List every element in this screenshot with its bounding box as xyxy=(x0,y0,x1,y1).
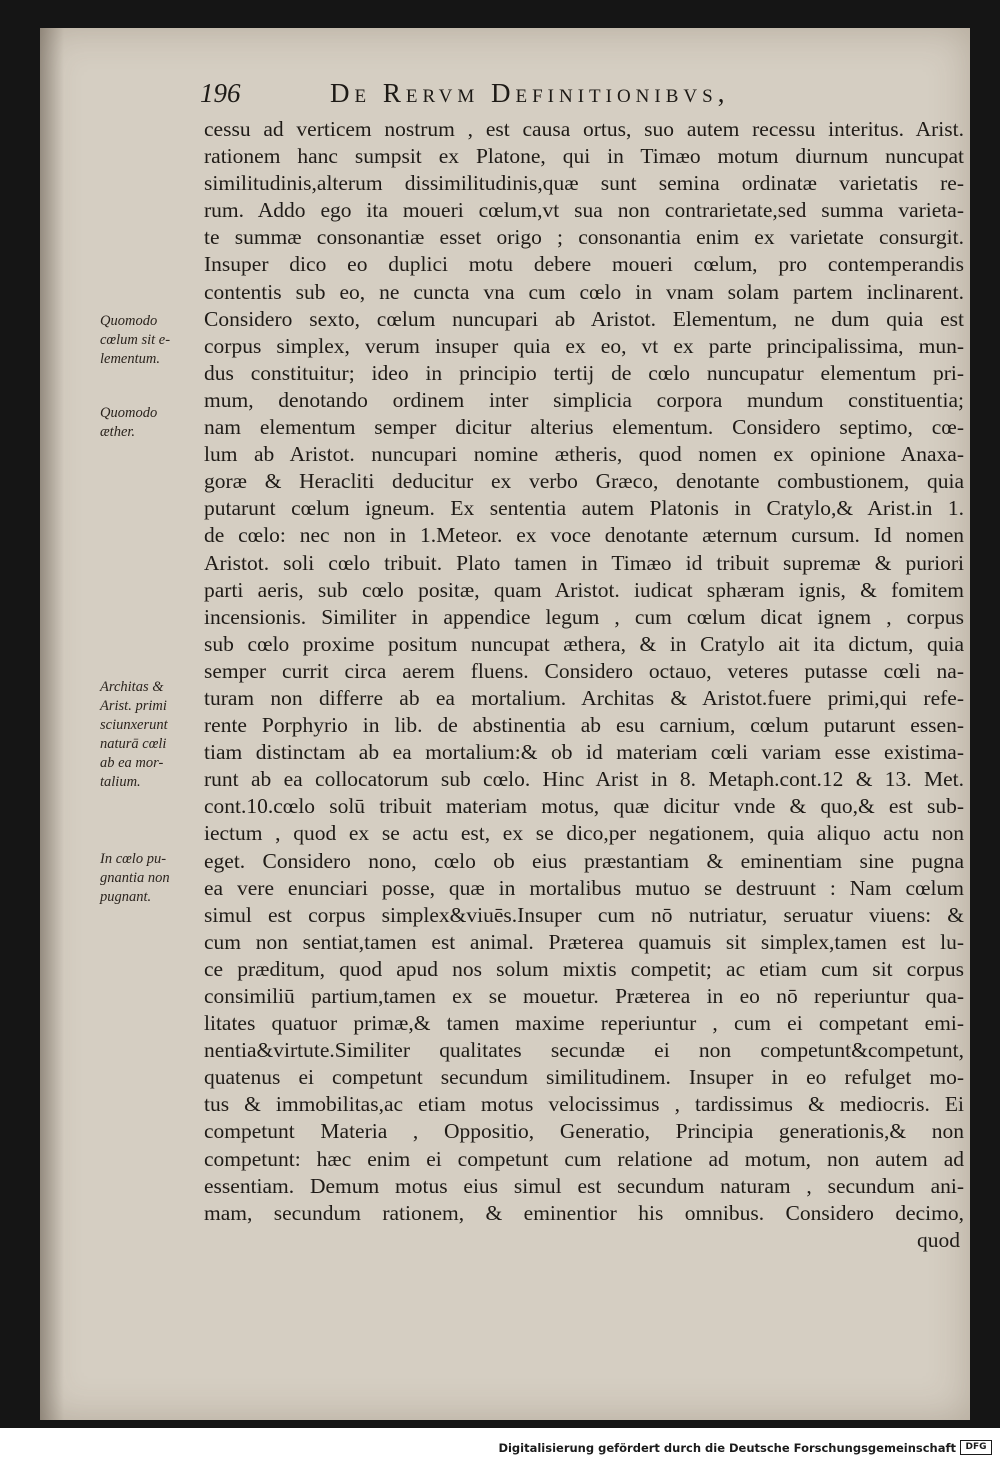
text-line: tiam distinctam ab ea mortalium:& ob id materiam cœli variam esse existima- xyxy=(204,740,964,765)
text-line: tus & immobilitas,ac etiam motus velocissimus , tardissimus & mediocris. Ei xyxy=(204,1092,964,1117)
note-line: pugnant. xyxy=(100,889,152,905)
text-line: competunt Materia , Oppositio, Generatio, Principia generationis,& non xyxy=(204,1119,964,1144)
note-line: ab ea mor- xyxy=(100,755,164,771)
text-line: rationem hanc sumpsit ex Platone, qui in Timæo motum diurnum nuncupat xyxy=(204,144,964,169)
text-line: Aristot. soli cœlo tribuit. Plato tamen in Timæo id tribuit supremæ & puriori xyxy=(204,550,964,575)
page-number: 196 xyxy=(200,78,241,108)
text-line: similitudinis,alterum dissimilitudinis,quæ sunt semina ordinatæ varietatis re- xyxy=(204,171,964,196)
text-line: cum non sentiat,tamen est animal. Præterea quamuis sit simplex,tamen est lu- xyxy=(204,929,964,954)
text-line: sub cœlo proxime positum nuncupat æthera, & in Cratylo ait ita dictum, quia xyxy=(204,631,964,656)
text-line: quatenus ei competunt secundum similitudinem. Insuper in eo refulget mo- xyxy=(204,1065,964,1090)
text-line: contentis sub eo, ne cuncta vna cum cœlo in vnam solam partem inclinarent. xyxy=(204,279,964,304)
text-line: lum ab Aristot. nuncupari nomine ætheris, quod nomen ex opinione Anaxa- xyxy=(204,442,964,467)
text-line: eget. Considero nono, cœlo ob eius præstantiam & eminentiam sine pugna xyxy=(204,848,964,873)
text-line: Insuper dico eo duplici motu debere moueri cœlum, pro contemperandis xyxy=(204,252,964,277)
catchword: quod xyxy=(917,1227,960,1252)
note-line: naturā cœli xyxy=(100,736,167,752)
marginal-note-pugnantia xyxy=(100,850,208,907)
text-line: semper currit circa aerem fluens. Considero octauo, veteres putasse cœli na- xyxy=(204,658,964,683)
text-line: nentia&virtute.Similiter qualitates secundæ ei non competunt&competunt, xyxy=(204,1038,964,1063)
marginal-note-architas xyxy=(100,678,208,792)
text-line: runt ab ea collocatorum sub cœlo. Hinc Arist in 8. Metaph.cont.12 & 13. Met. xyxy=(204,767,964,792)
text-line: incensionis. Similiter in appendice legum , cum cœlum dicat ignem , corpus xyxy=(204,604,964,629)
text-line: simul est corpus simplex&viuēs.Insuper cum nō nutriatur, seruatur viuens: & xyxy=(204,902,964,927)
text-line: mam, secundum rationem, & eminentior his omnibus. Considero decimo, xyxy=(204,1200,964,1225)
running-head: De Rervm Definitionibvs, xyxy=(330,78,730,108)
text-line: dus constituitur; ideo in principio tertij de cœlo nuncupatur elementum pri- xyxy=(204,360,964,385)
text-line: goræ & Heracliti deducitur ex verbo Græco, denotante combustionem, quia xyxy=(204,469,964,494)
note-line: Quomodo xyxy=(100,405,158,421)
text-line: turam non differre ab ea mortalium. Architas & Aristot.fuere primi,qui refe- xyxy=(204,685,964,710)
marginal-note-aether xyxy=(100,404,208,442)
main-text-block xyxy=(204,116,964,1254)
text-line: litates quatuor primæ,& tamen maxime reperiuntur , cum ei competant emi- xyxy=(204,1011,964,1036)
text-line: ea vere enunciari posse, quæ in mortalibus mutuo se destruunt : Nam cœlum xyxy=(204,875,964,900)
text-line: Considero sexto, cœlum nuncupari ab Aristot. Elementum, ne dum quia est xyxy=(204,306,964,331)
note-line: gnantia non xyxy=(100,870,170,886)
text-line: corpus simplex, verum insuper quia ex eo, vt ex parte principalissima, mun- xyxy=(204,333,964,358)
marginal-note-elementum xyxy=(100,312,208,369)
note-line: In cœlo pu- xyxy=(100,851,167,867)
note-line: cœlum sit e- xyxy=(100,332,171,348)
text-line: ce præditum, quod apud nos solum mixtis competit; ac etiam cum sit corpus xyxy=(204,956,964,981)
text-line: cessu ad verticem nostrum , est causa ortus, suo autem recessu interitus. Arist. xyxy=(204,117,964,141)
note-line: Quomodo xyxy=(100,313,158,329)
note-line: lementum. xyxy=(100,351,160,367)
text-line: iectum , quod ex se actu est, ex se dico,per negationem, quia aliquo actu non xyxy=(204,821,964,846)
text-line: putarunt cœlum igneum. Ex sententia autem Platonis in Cratylo,& Arist.in 1. xyxy=(204,496,964,521)
footer-credit: Digitalisierung gefördert durch die Deutsche Forschungsgemeinschaft xyxy=(498,1441,956,1455)
text-line: parti aeris, sub cœlo positæ, quam Aristot. iudicat sphæram ignis, & fomitem xyxy=(204,577,964,602)
text-line: rente Porphyrio in lib. de abstinentia ab esu carnium, cœlum putarunt essen- xyxy=(204,713,964,738)
text-line: mum, denotando ordinem inter simplicia corpora mundum constituentia; xyxy=(204,387,964,412)
page-header xyxy=(200,78,960,114)
dfg-logo-icon: DFG xyxy=(960,1440,992,1455)
digitization-footer xyxy=(0,1428,1000,1468)
text-line: nam elementum semper dicitur alterius elementum. Considero septimo, cœ- xyxy=(204,415,964,440)
text-line: rum. Addo ego ita moueri cœlum,vt sua non contrarietate,sed summa varieta- xyxy=(204,198,964,223)
note-line: Architas & xyxy=(100,679,164,695)
gutter-shadow xyxy=(40,28,64,1420)
note-line: sciunxerunt xyxy=(100,717,168,733)
text-line: competunt: hæc enim ei competunt cum relatione ad motum, non autem ad xyxy=(204,1146,964,1171)
text-line: essentiam. Demum motus eius simul est secundum naturam , secundum ani- xyxy=(204,1173,964,1198)
text-line: te summæ consonantiæ esset origo ; consonantia enim ex varietate consurgit. xyxy=(204,225,964,250)
note-line: æther. xyxy=(100,424,136,440)
text-line: de cœlo: nec non in 1.Meteor. ex voce denotante æternum cursum. Id nomen xyxy=(204,523,964,548)
text-line: cont.10.cœlo solū tribuit materiam motus, quæ dicitur vnde & quo,& est sub- xyxy=(204,794,964,819)
note-line: talium. xyxy=(100,774,141,790)
text-line: consimiliū partium,tamen ex se mouetur. Præterea in eo nō reperiuntur qua- xyxy=(204,984,964,1008)
note-line: Arist. primi xyxy=(100,698,167,714)
